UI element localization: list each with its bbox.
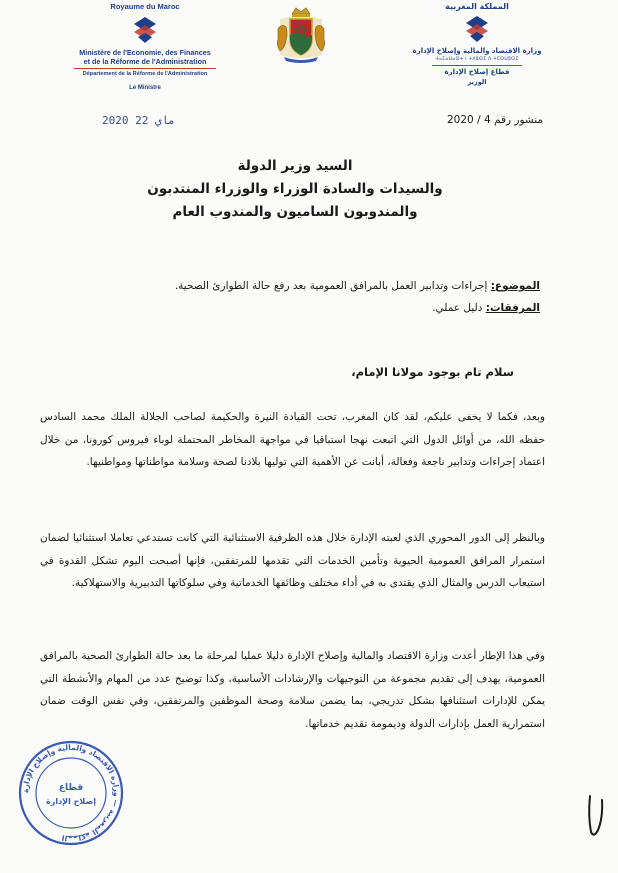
addressee-line: والمندوبون الساميون والمندوب العام	[172, 204, 418, 220]
body-paragraph: وبعد، فكما لا يخفى عليكم، لقد كان المغرب، تحت القيادة النيرة والحكيمة لصاحب الجلالة الملك محمد السادس حفظه الله، من أوائل الدول التي اتبعت نهجا استباقيا في مواجهة المخاطر المحتملة لوباء فيروس كورونا، من خلال اعتماد إجراءات وتدابير ناجعة وفعالة، أبانت عن الأهمية التي توليها بلادنا لصحة وسلامة مواطناتها ومواطنيها.	[40, 411, 545, 468]
ministry-name-tifinagh: ⵜⴰⵎⴰⵡⴰⵙⵜ ⵏ ⵜⴷⵓⵙⵉ ⴷ ⵜⵎⵙⵡⵓⵔⵉ	[435, 57, 519, 62]
attachment-line	[40, 302, 540, 314]
date-stamp: 2020 ماي 22	[102, 114, 175, 127]
seal-center-line2: إصلاح الإدارة	[46, 797, 96, 806]
official-seal	[16, 738, 126, 848]
subject-text: إجراءات وتدابير العمل بالمرافق العمومية بعد رفع حالة الطوارئ الصحية.	[174, 280, 491, 292]
department-name-ar: قطاع إصلاح الإدارة	[432, 65, 522, 76]
ministry-name-fr-line2: et de la Réforme de l'Administration	[83, 56, 207, 66]
ministry-logo-icon	[130, 15, 160, 45]
royal-coat-of-arms-icon	[272, 5, 330, 63]
letterhead-french	[60, 2, 230, 91]
ministry-name-ar: وزارة الاقتصاد والمالية وإصلاح الإدارة	[412, 47, 542, 55]
body-paragraph: وبالنظر إلى الدور المحوري الذي لعبته الإدارة خلال هذه الظرفية الاستثنائية التي كانت تستدعي تعاملا استثنائيا لضمان استمرار المرافق العمومية الحيوية وتأمين الخدمات التي تقدمها للمرتفقين، فإنها أصبحت اليوم تشكل القدوة في استيعاب الدرس والمثال الذي يقتدى به في أداء مختلف وظائفها الخدماتية وفي سلوكاتها التدبيرية والاستهلاكية.	[40, 532, 545, 589]
addressee-line: السيد وزير الدولة	[237, 158, 353, 174]
department-name-fr: Département de la Réforme de l'Administration	[74, 68, 216, 77]
signature-mark	[585, 792, 609, 842]
ministry-logo-icon	[462, 14, 492, 44]
subject-line	[40, 280, 540, 292]
circular-number: منشور رقم 4 / 2020	[447, 114, 544, 126]
letterhead-arabic	[412, 2, 542, 86]
greeting: سلام تام بوجود مولانا الإمام،	[351, 365, 514, 379]
attachment-text: دليل عملي.	[432, 302, 486, 314]
country-name-ar: المملكة المغربية	[445, 2, 509, 11]
body-paragraph: وفي هذا الإطار أعدت وزارة الاقتصاد والمالية وإصلاح الإدارة دليلا عمليا لمرحلة ما بعد حالة الطوارئ الصحية بالمرافق العمومية، يهدف إلى تقديم مجموعة من التوجيهات والإرشادات الأساسية، وكذا توضيح عدد من المهام والأنشطة التي يمكن للإدارات استئنافها بشكل تدريجي، بما يضمن سلامة وصحة الموظفين والمرتفقين، وفي نفس الوقت ضمان استمرارية العمل بإدارات الدولة وديمومة تقديم خدماتها.	[40, 650, 545, 730]
attachment-label: المرفقات:	[485, 302, 540, 314]
subject-label: الموضوع:	[490, 280, 540, 292]
minister-title-fr: Le Ministre	[129, 85, 161, 91]
addressee-line: والسيدات والسادة الوزراء والوزراء المنتدبون	[147, 181, 443, 197]
addressees-block	[70, 155, 520, 224]
minister-title-ar: الوزير	[467, 78, 487, 86]
ministry-name-fr-line1: Ministère de l'Economie, des Finances	[79, 48, 211, 57]
seal-outer-text: المملكة المغربية — وزارة الاقتصاد والمالية وإصلاح الإدارة	[20, 742, 122, 844]
country-name-fr: Royaume du Maroc	[110, 2, 180, 11]
seal-center-line1: قطاع	[58, 783, 84, 793]
